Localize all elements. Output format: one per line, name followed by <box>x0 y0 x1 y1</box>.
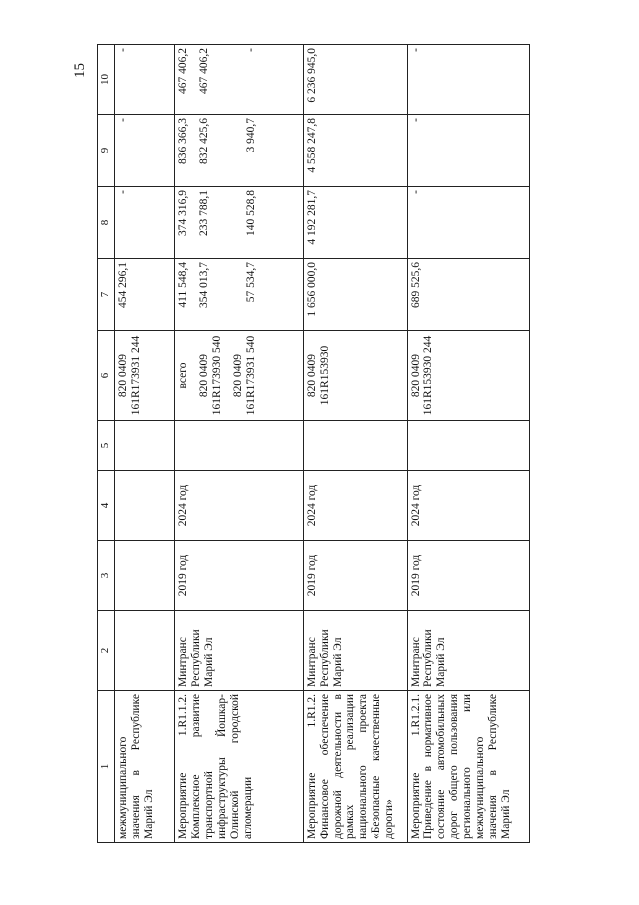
value-line: 467 406,2 <box>198 48 211 94</box>
value-cell: 4 192 281,7 <box>303 187 407 259</box>
measure-name-cell: Мероприятие 1.R1.2.1. Приведение в нормативное состояние автомобильных дорог общего пользования регионального или межмуниципального значения в Республике Марий Эл <box>407 691 529 843</box>
value-line: 3 940,7 <box>244 118 257 153</box>
value-cell <box>175 187 304 259</box>
value-line: - <box>244 48 257 52</box>
start-year-cell: 2019 год <box>407 541 529 611</box>
header-cell: 1 <box>98 691 115 843</box>
value-line: 836 366,3 <box>177 118 190 164</box>
value-cell: 4 558 247,8 <box>303 115 407 187</box>
budget-code-line: 820 0409 161R173931 540 <box>231 335 257 416</box>
budget-code-cell: 820 0409 161R173931 244 <box>115 331 175 421</box>
header-cell: 8 <box>98 187 115 259</box>
value-line: 140 528,8 <box>244 190 257 236</box>
col5-cell <box>407 421 529 471</box>
value-cell: - <box>407 187 529 259</box>
budget-code-cell: 820 0409 161R153930 244 <box>407 331 529 421</box>
value-cell: - <box>115 115 175 187</box>
value-cell: - <box>115 187 175 259</box>
value-line: 233 788,1 <box>198 190 211 236</box>
table-row <box>407 45 529 843</box>
table-row <box>115 45 175 843</box>
value-line: 57 534,7 <box>244 262 257 303</box>
col5-cell <box>175 421 304 471</box>
value-cell: 1 656 000,0 <box>303 259 407 331</box>
start-year-cell: 2019 год <box>303 541 407 611</box>
budget-code-line: всего <box>177 362 190 389</box>
executor-cell: Минтранс Республики Марий Эл <box>175 611 304 691</box>
header-cell: 2 <box>98 611 115 691</box>
end-year-cell <box>115 471 175 541</box>
value-line: 354 013,7 <box>198 262 211 308</box>
executor-cell: Минтранс Республики Марий Эл <box>407 611 529 691</box>
end-year-cell: 2024 год <box>175 471 304 541</box>
value-cell: 6 236 945,0 <box>303 45 407 115</box>
value-cell: - <box>407 45 529 115</box>
table-row <box>303 45 407 843</box>
end-year-cell: 2024 год <box>303 471 407 541</box>
value-cell: - <box>115 45 175 115</box>
value-line: 374 316,9 <box>177 190 190 236</box>
budget-code-line: 820 0409 161R173930 540 <box>198 335 223 416</box>
measure-name-cell: Мероприятие 1.R1.1.2. Комплексное развитие транспортной инфраструктуры Йошкар-Олинской городской агломерации <box>175 691 304 843</box>
value-line: 411 548,4 <box>177 262 190 308</box>
measure-name-cell: межмуниципального значения в Республике Марий Эл <box>115 691 175 843</box>
header-cell: 7 <box>98 259 115 331</box>
value-cell: 689 525,6 <box>407 259 529 331</box>
header-cell: 9 <box>98 115 115 187</box>
end-year-cell: 2024 год <box>407 471 529 541</box>
budget-table <box>97 44 530 843</box>
budget-code-cell <box>175 331 304 421</box>
executor-cell: Минтранс Республики Марий Эл <box>303 611 407 691</box>
header-cell: 10 <box>98 45 115 115</box>
value-cell: 454 296,1 <box>115 259 175 331</box>
value-cell <box>175 259 304 331</box>
col5-cell <box>115 421 175 471</box>
value-cell <box>175 45 304 115</box>
col5-cell <box>303 421 407 471</box>
rotated-table-wrapper <box>97 45 530 843</box>
budget-code-cell: 820 0409 161R153930 <box>303 331 407 421</box>
header-cell: 6 <box>98 331 115 421</box>
measure-name-cell: Мероприятие 1.R1.2. Финансовое обеспечение дорожной деятельности в рамках реализации национального проекта «Безопасные качественные дороги» <box>303 691 407 843</box>
value-line: 832 425,6 <box>198 118 211 164</box>
value-cell: - <box>407 115 529 187</box>
start-year-cell <box>115 541 175 611</box>
value-line: 467 406,2 <box>177 48 190 94</box>
executor-cell <box>115 611 175 691</box>
header-cell: 5 <box>98 421 115 471</box>
header-cell: 3 <box>98 541 115 611</box>
header-cell: 4 <box>98 471 115 541</box>
value-cell <box>175 115 304 187</box>
table-row <box>175 45 304 843</box>
header-row <box>98 45 115 843</box>
page-number: 15 <box>72 63 88 78</box>
start-year-cell: 2019 год <box>175 541 304 611</box>
